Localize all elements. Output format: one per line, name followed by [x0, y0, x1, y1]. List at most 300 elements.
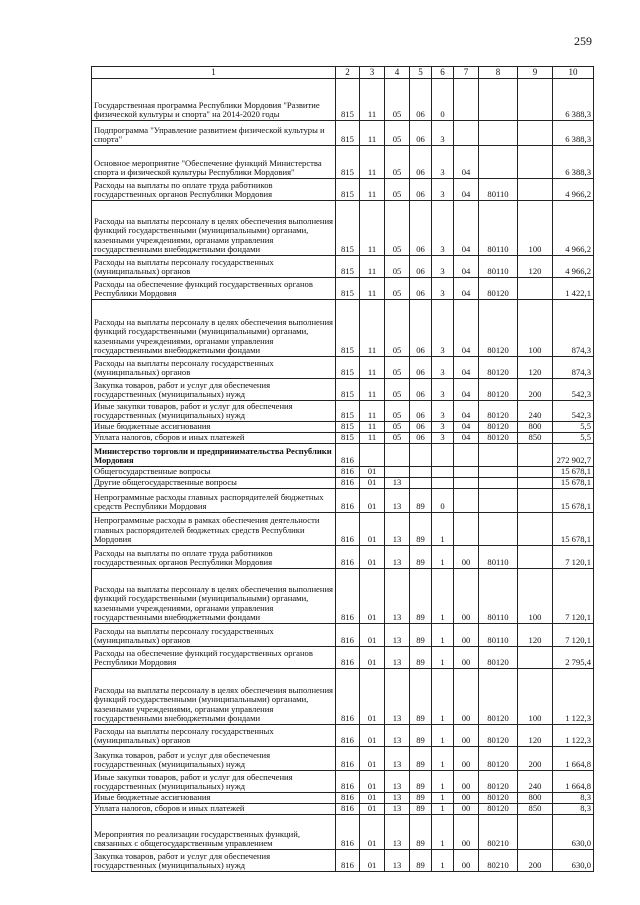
- subsection-code: 05: [385, 146, 410, 179]
- program-code: 89: [410, 747, 432, 771]
- event-code: 00: [454, 771, 479, 793]
- event-code: 04: [454, 379, 479, 401]
- expense-type-code: 240: [518, 771, 553, 793]
- table-row: [92, 624, 594, 647]
- section-code: 01: [360, 815, 385, 850]
- direction-code: [479, 467, 518, 478]
- expense-type-code: 120: [518, 357, 553, 379]
- admin-code: 816: [336, 546, 360, 569]
- subsection-code: 13: [385, 647, 410, 669]
- subprogram-code: 3: [432, 201, 454, 256]
- header-cell: 10: [553, 67, 594, 79]
- event-code: 00: [454, 624, 479, 647]
- table-row: [92, 647, 594, 669]
- expense-type-code: [518, 444, 553, 467]
- expense-type-code: 100: [518, 669, 553, 725]
- program-code: 89: [410, 804, 432, 815]
- row-name: Уплата налогов, сборов и иных платежей: [92, 433, 336, 444]
- row-name: Государственная программа Республики Мордовия "Развитие физической культуры и спорта" на 2014-2020 годы: [92, 79, 336, 121]
- table-row: [92, 444, 594, 467]
- expense-type-code: 100: [518, 569, 553, 624]
- program-code: 06: [410, 201, 432, 256]
- subsection-code: 13: [385, 725, 410, 747]
- subsection-code: 13: [385, 747, 410, 771]
- subprogram-code: 3: [432, 433, 454, 444]
- direction-code: 80120: [479, 278, 518, 300]
- direction-code: 80120: [479, 771, 518, 793]
- table-row: [92, 569, 594, 624]
- event-code: 04: [454, 201, 479, 256]
- amount: 542,3: [553, 379, 594, 401]
- event-code: 00: [454, 815, 479, 850]
- subsection-code: 13: [385, 815, 410, 850]
- program-code: 06: [410, 433, 432, 444]
- section-code: 01: [360, 850, 385, 872]
- direction-code: 80120: [479, 793, 518, 804]
- program-code: 06: [410, 300, 432, 357]
- expense-type-code: 100: [518, 300, 553, 357]
- section-code: 11: [360, 379, 385, 401]
- subsection-code: 05: [385, 201, 410, 256]
- subsection-code: 05: [385, 379, 410, 401]
- section-code: 11: [360, 422, 385, 433]
- direction-code: 80110: [479, 201, 518, 256]
- program-code: 89: [410, 669, 432, 725]
- table-row: [92, 467, 594, 478]
- direction-code: 80120: [479, 422, 518, 433]
- section-code: 11: [360, 146, 385, 179]
- expense-type-code: 120: [518, 624, 553, 647]
- expense-type-code: [518, 489, 553, 513]
- row-name: Расходы на выплаты персоналу государственных (муниципальных) органов: [92, 357, 336, 379]
- amount: 1 422,1: [553, 278, 594, 300]
- admin-code: 816: [336, 624, 360, 647]
- admin-code: 816: [336, 747, 360, 771]
- header-cell: 8: [479, 67, 518, 79]
- header-cell: 9: [518, 67, 553, 79]
- table-row: [92, 850, 594, 872]
- amount: 1 122,3: [553, 669, 594, 725]
- direction-code: [479, 513, 518, 546]
- amount: 7 120,1: [553, 569, 594, 624]
- event-code: 00: [454, 569, 479, 624]
- program-code: 89: [410, 624, 432, 647]
- direction-code: 80120: [479, 401, 518, 422]
- direction-code: [479, 146, 518, 179]
- direction-code: 80120: [479, 379, 518, 401]
- row-name: Расходы на выплаты персоналу государственных (муниципальных) органов: [92, 624, 336, 647]
- subprogram-code: 1: [432, 569, 454, 624]
- subsection-code: 05: [385, 433, 410, 444]
- header-cell: 7: [454, 67, 479, 79]
- table-row: [92, 401, 594, 422]
- table-row: [92, 146, 594, 179]
- amount: 2 795,4: [553, 647, 594, 669]
- section-code: [360, 444, 385, 467]
- row-name: Расходы на выплаты персоналу в целях обеспечения выполнения функций государственными (муниципальными) органами, казенными учреждениями, органами управления государственными внебюджетными фондами: [92, 201, 336, 256]
- subprogram-code: 0: [432, 79, 454, 121]
- subprogram-code: 1: [432, 815, 454, 850]
- subsection-code: 05: [385, 121, 410, 146]
- amount: 8,3: [553, 804, 594, 815]
- subprogram-code: 1: [432, 793, 454, 804]
- expense-type-code: [518, 467, 553, 478]
- event-code: 04: [454, 256, 479, 278]
- subsection-code: 13: [385, 771, 410, 793]
- event-code: 00: [454, 647, 479, 669]
- subsection-code: 05: [385, 79, 410, 121]
- subprogram-code: 1: [432, 804, 454, 815]
- admin-code: 816: [336, 647, 360, 669]
- table-row: [92, 300, 594, 357]
- section-code: 11: [360, 201, 385, 256]
- subsection-code: 13: [385, 669, 410, 725]
- subprogram-code: 3: [432, 256, 454, 278]
- expense-type-code: [518, 513, 553, 546]
- expense-type-code: 200: [518, 850, 553, 872]
- direction-code: 80110: [479, 624, 518, 647]
- subsection-code: 13: [385, 513, 410, 546]
- admin-code: 815: [336, 379, 360, 401]
- subsection-code: 05: [385, 179, 410, 201]
- header-cell: 3: [360, 67, 385, 79]
- expense-type-code: 800: [518, 793, 553, 804]
- program-code: 06: [410, 256, 432, 278]
- subprogram-code: 3: [432, 379, 454, 401]
- table-row: [92, 747, 594, 771]
- subprogram-code: 1: [432, 513, 454, 546]
- subprogram-code: [432, 467, 454, 478]
- event-code: 04: [454, 433, 479, 444]
- table-row: [92, 489, 594, 513]
- program-code: 89: [410, 489, 432, 513]
- subprogram-code: 1: [432, 647, 454, 669]
- event-code: [454, 513, 479, 546]
- admin-code: 816: [336, 850, 360, 872]
- admin-code: 816: [336, 467, 360, 478]
- event-code: 04: [454, 146, 479, 179]
- amount: 7 120,1: [553, 546, 594, 569]
- amount: 7 120,1: [553, 624, 594, 647]
- amount: 630,0: [553, 815, 594, 850]
- event-code: 00: [454, 747, 479, 771]
- expense-type-code: [518, 179, 553, 201]
- row-name: Непрограммные расходы главных распорядителей бюджетных средств Республики Мордовия: [92, 489, 336, 513]
- direction-code: [479, 489, 518, 513]
- event-code: [454, 478, 479, 489]
- row-name: Подпрограмма "Управление развитием физической культуры и спорта": [92, 121, 336, 146]
- table-row: [92, 478, 594, 489]
- direction-code: [479, 478, 518, 489]
- row-name: Мероприятия по реализации государственных функций, связанных с общегосударственным управлением: [92, 815, 336, 850]
- table-row: [92, 179, 594, 201]
- admin-code: 815: [336, 401, 360, 422]
- admin-code: 816: [336, 513, 360, 546]
- program-code: 06: [410, 401, 432, 422]
- admin-code: 815: [336, 179, 360, 201]
- direction-code: 80210: [479, 815, 518, 850]
- table-row: [92, 513, 594, 546]
- expense-type-code: 850: [518, 433, 553, 444]
- admin-code: 816: [336, 444, 360, 467]
- expense-type-code: 800: [518, 422, 553, 433]
- subprogram-code: 1: [432, 725, 454, 747]
- row-name: Уплата налогов, сборов и иных платежей: [92, 804, 336, 815]
- table-row: [92, 278, 594, 300]
- row-name: Расходы на выплаты персоналу государственных (муниципальных) органов: [92, 725, 336, 747]
- section-code: 01: [360, 624, 385, 647]
- expense-type-code: [518, 478, 553, 489]
- row-name: Расходы на выплаты персоналу в целях обеспечения выполнения функций государственными (муниципальными) органами, казенными учреждениями, органами управления государственными внебюджетными фондами: [92, 669, 336, 725]
- row-name: Расходы на выплаты персоналу в целях обеспечения выполнения функций государственными (муниципальными) органами, казенными учреждениями, органами управления государственными внебюджетными фондами: [92, 300, 336, 357]
- program-code: 06: [410, 278, 432, 300]
- expense-type-code: [518, 146, 553, 179]
- section-code: 11: [360, 121, 385, 146]
- admin-code: 815: [336, 278, 360, 300]
- table-row: [92, 79, 594, 121]
- expense-type-code: [518, 647, 553, 669]
- table-row: [92, 793, 594, 804]
- row-name: Расходы на выплаты персоналу в целях обеспечения выполнения функций государственными (муниципальными) органами, казенными учреждениями, органами управления государственными внебюджетными фондами: [92, 569, 336, 624]
- row-name: Иные закупки товаров, работ и услуг для обеспечения государственных (муниципальных) нужд: [92, 771, 336, 793]
- program-code: 06: [410, 79, 432, 121]
- direction-code: 80120: [479, 804, 518, 815]
- subsection-code: 05: [385, 357, 410, 379]
- amount: 272 902,7: [553, 444, 594, 467]
- admin-code: 815: [336, 146, 360, 179]
- row-name: Иные бюджетные ассигнования: [92, 422, 336, 433]
- direction-code: 80120: [479, 433, 518, 444]
- subprogram-code: 3: [432, 146, 454, 179]
- section-code: 01: [360, 489, 385, 513]
- expense-type-code: 120: [518, 725, 553, 747]
- row-name: Расходы на обеспечение функций государственных органов Республики Мордовия: [92, 647, 336, 669]
- table-row: [92, 121, 594, 146]
- table-row: [92, 669, 594, 725]
- section-code: 11: [360, 357, 385, 379]
- amount: 5,5: [553, 433, 594, 444]
- event-code: [454, 489, 479, 513]
- section-code: 01: [360, 513, 385, 546]
- section-code: 01: [360, 804, 385, 815]
- expense-type-code: 850: [518, 804, 553, 815]
- subprogram-code: 3: [432, 422, 454, 433]
- table-row: [92, 546, 594, 569]
- subsection-code: 13: [385, 793, 410, 804]
- event-code: 00: [454, 725, 479, 747]
- subprogram-code: 1: [432, 669, 454, 725]
- row-name: Закупка товаров, работ и услуг для обеспечения государственных (муниципальных) нужд: [92, 379, 336, 401]
- subsection-code: 05: [385, 256, 410, 278]
- section-code: 01: [360, 647, 385, 669]
- row-name: Закупка товаров, работ и услуг для обеспечения государственных (муниципальных) нужд: [92, 747, 336, 771]
- header-row: [92, 67, 594, 79]
- subprogram-code: 1: [432, 747, 454, 771]
- event-code: 04: [454, 278, 479, 300]
- event-code: 04: [454, 422, 479, 433]
- admin-code: 816: [336, 793, 360, 804]
- direction-code: 80210: [479, 850, 518, 872]
- amount: 874,3: [553, 357, 594, 379]
- expense-type-code: [518, 79, 553, 121]
- subprogram-code: 1: [432, 546, 454, 569]
- amount: 15 678,1: [553, 489, 594, 513]
- subprogram-code: 1: [432, 624, 454, 647]
- subsection-code: 13: [385, 569, 410, 624]
- program-code: 89: [410, 793, 432, 804]
- subsection-code: 13: [385, 624, 410, 647]
- admin-code: 816: [336, 669, 360, 725]
- program-code: 89: [410, 647, 432, 669]
- direction-code: 80120: [479, 647, 518, 669]
- table-row: [92, 256, 594, 278]
- admin-code: 815: [336, 121, 360, 146]
- section-code: 11: [360, 278, 385, 300]
- table-row: [92, 357, 594, 379]
- program-code: 89: [410, 513, 432, 546]
- section-code: 01: [360, 467, 385, 478]
- table-row: [92, 379, 594, 401]
- subsection-code: 13: [385, 804, 410, 815]
- table-row: [92, 815, 594, 850]
- event-code: 00: [454, 804, 479, 815]
- expense-type-code: 100: [518, 201, 553, 256]
- event-code: [454, 467, 479, 478]
- admin-code: 815: [336, 422, 360, 433]
- amount: 15 678,1: [553, 467, 594, 478]
- program-code: 06: [410, 146, 432, 179]
- budget-table: [91, 66, 594, 872]
- event-code: 00: [454, 669, 479, 725]
- expense-type-code: [518, 121, 553, 146]
- subsection-code: 05: [385, 401, 410, 422]
- expense-type-code: 200: [518, 379, 553, 401]
- amount: 6 388,3: [553, 146, 594, 179]
- event-code: [454, 444, 479, 467]
- amount: 15 678,1: [553, 478, 594, 489]
- expense-type-code: 240: [518, 401, 553, 422]
- subsection-code: 13: [385, 478, 410, 489]
- table-row: [92, 804, 594, 815]
- subprogram-code: 1: [432, 771, 454, 793]
- row-name: Расходы на выплаты по оплате труда работников государственных органов Республики Мордовия: [92, 179, 336, 201]
- expense-type-code: [518, 815, 553, 850]
- amount: 1 664,8: [553, 771, 594, 793]
- row-name: Другие общегосударственные вопросы: [92, 478, 336, 489]
- direction-code: 80120: [479, 725, 518, 747]
- direction-code: 80110: [479, 179, 518, 201]
- event-code: 00: [454, 850, 479, 872]
- section-code: 11: [360, 401, 385, 422]
- program-code: 06: [410, 422, 432, 433]
- program-code: 89: [410, 569, 432, 624]
- expense-type-code: 200: [518, 747, 553, 771]
- subprogram-code: 3: [432, 121, 454, 146]
- section-code: 01: [360, 793, 385, 804]
- direction-code: 80110: [479, 546, 518, 569]
- subsection-code: 13: [385, 850, 410, 872]
- program-code: 89: [410, 546, 432, 569]
- event-code: 04: [454, 300, 479, 357]
- direction-code: 80120: [479, 747, 518, 771]
- section-code: 11: [360, 256, 385, 278]
- subprogram-code: [432, 478, 454, 489]
- section-code: 01: [360, 546, 385, 569]
- amount: 6 388,3: [553, 79, 594, 121]
- subprogram-code: 3: [432, 357, 454, 379]
- program-code: [410, 444, 432, 467]
- program-code: 06: [410, 379, 432, 401]
- subsection-code: 05: [385, 422, 410, 433]
- program-code: [410, 467, 432, 478]
- direction-code: 80120: [479, 300, 518, 357]
- program-code: 06: [410, 179, 432, 201]
- header-cell: 1: [92, 67, 336, 79]
- admin-code: 816: [336, 804, 360, 815]
- row-name: Основное мероприятие "Обеспечение функций Министерства спорта и физической культуры Республики Мордовия": [92, 146, 336, 179]
- row-name: Общегосударственные вопросы: [92, 467, 336, 478]
- admin-code: 816: [336, 815, 360, 850]
- event-code: [454, 79, 479, 121]
- amount: 4 966,2: [553, 179, 594, 201]
- subsection-code: 05: [385, 300, 410, 357]
- subsection-code: 13: [385, 546, 410, 569]
- row-name: Закупка товаров, работ и услуг для обеспечения государственных (муниципальных) нужд: [92, 850, 336, 872]
- expense-type-code: 120: [518, 256, 553, 278]
- event-code: 00: [454, 793, 479, 804]
- amount: 6 388,3: [553, 121, 594, 146]
- program-code: 89: [410, 771, 432, 793]
- admin-code: 815: [336, 357, 360, 379]
- amount: 4 966,2: [553, 256, 594, 278]
- section-code: 01: [360, 569, 385, 624]
- table-row: [92, 771, 594, 793]
- event-code: 04: [454, 179, 479, 201]
- admin-code: 815: [336, 300, 360, 357]
- direction-code: [479, 79, 518, 121]
- event-code: 00: [454, 546, 479, 569]
- admin-code: 816: [336, 569, 360, 624]
- expense-type-code: [518, 278, 553, 300]
- admin-code: 815: [336, 79, 360, 121]
- admin-code: 816: [336, 478, 360, 489]
- header-cell: 6: [432, 67, 454, 79]
- subsection-code: 05: [385, 278, 410, 300]
- row-name: Расходы на выплаты персоналу государственных (муниципальных) органов: [92, 256, 336, 278]
- table-row: [92, 201, 594, 256]
- program-code: 89: [410, 815, 432, 850]
- amount: 1 664,8: [553, 747, 594, 771]
- section-code: 01: [360, 771, 385, 793]
- subprogram-code: 3: [432, 278, 454, 300]
- section-code: 01: [360, 669, 385, 725]
- section-code: 11: [360, 179, 385, 201]
- amount: 630,0: [553, 850, 594, 872]
- table-body: [92, 79, 594, 872]
- program-code: 89: [410, 850, 432, 872]
- program-code: 06: [410, 121, 432, 146]
- direction-code: 80110: [479, 256, 518, 278]
- section-code: 11: [360, 79, 385, 121]
- amount: 874,3: [553, 300, 594, 357]
- row-name: Непрограммные расходы в рамках обеспечения деятельности главных распорядителей бюджетных средств Республики Мордовия: [92, 513, 336, 546]
- section-code: 11: [360, 300, 385, 357]
- subprogram-code: 3: [432, 179, 454, 201]
- row-name: Расходы на выплаты по оплате труда работников государственных органов Республики Мордовия: [92, 546, 336, 569]
- row-name: Министерство торговли и предпринимательства Республики Мордовия: [92, 444, 336, 467]
- amount: 542,3: [553, 401, 594, 422]
- section-code: 01: [360, 725, 385, 747]
